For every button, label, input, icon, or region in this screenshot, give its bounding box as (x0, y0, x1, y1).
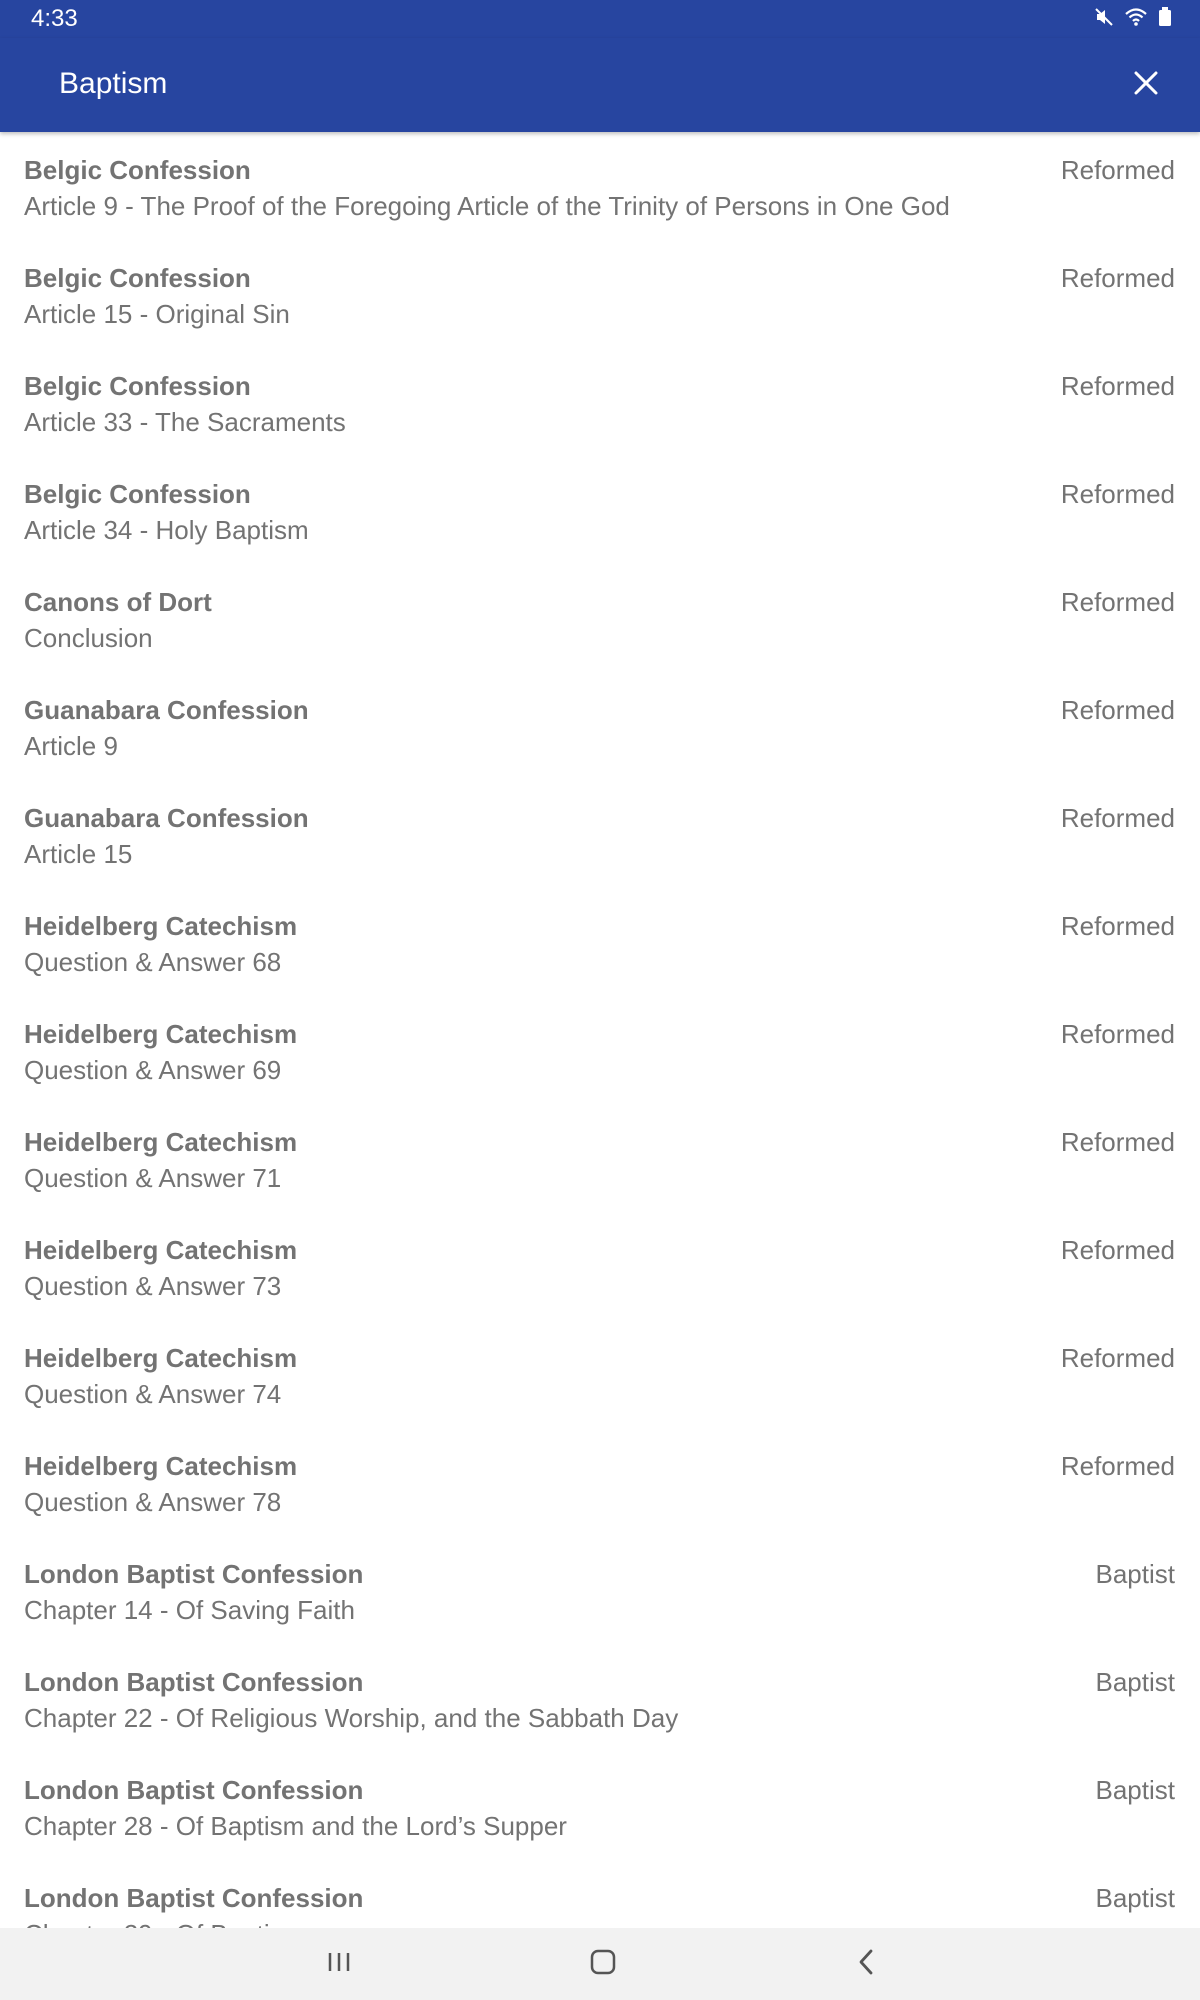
item-subtitle: Question & Answer 69 (24, 1055, 282, 1085)
item-title: Heidelberg Catechism (24, 1235, 298, 1265)
item-subtitle: Article 34 - Holy Baptism (24, 515, 309, 545)
item-tradition: Baptist (1095, 1883, 1175, 1913)
list-item[interactable] (0, 1212, 1200, 1320)
item-subtitle: Article 9 (24, 731, 118, 761)
item-title: London Baptist Confession (24, 1559, 364, 1589)
item-subtitle: Question & Answer 78 (24, 1487, 282, 1517)
item-subtitle: Article 9 - The Proof of the Foregoing Article of the Trinity of Persons in One God (24, 191, 950, 221)
recent-apps-icon (326, 1950, 352, 1979)
item-title: London Baptist Confession (24, 1667, 364, 1697)
item-subtitle: Article 33 - The Sacraments (24, 407, 346, 437)
list-item[interactable] (0, 456, 1200, 564)
item-tradition: Reformed (1060, 695, 1175, 725)
item-tradition: Reformed (1060, 371, 1175, 401)
item-title: Belgic Confession (24, 479, 251, 509)
item-title: Heidelberg Catechism (24, 1343, 298, 1373)
list-item[interactable] (0, 672, 1200, 780)
item-title: Guanabara Confession (24, 803, 309, 833)
page-title: Baptism (59, 67, 168, 100)
status-icons (1094, 7, 1172, 27)
item-subtitle: Question & Answer 74 (24, 1379, 282, 1409)
item-title: Canons of Dort (24, 587, 212, 617)
close-icon (1133, 70, 1159, 101)
item-subtitle: Chapter 14 - Of Saving Faith (24, 1595, 355, 1625)
item-title: London Baptist Confession (24, 1883, 364, 1913)
list-item[interactable] (0, 1320, 1200, 1428)
item-subtitle: Question & Answer 71 (24, 1163, 282, 1193)
list-item[interactable] (0, 564, 1200, 672)
item-title: Belgic Confession (24, 155, 251, 185)
item-tradition: Reformed (1060, 263, 1175, 293)
list-item[interactable] (0, 1536, 1200, 1644)
item-tradition: Reformed (1060, 1235, 1175, 1265)
mute-icon (1094, 7, 1114, 27)
navigation-bar (0, 1928, 1200, 2000)
item-tradition: Reformed (1060, 1127, 1175, 1157)
item-subtitle: Question & Answer 73 (24, 1271, 282, 1301)
item-tradition: Reformed (1060, 911, 1175, 941)
item-tradition: Reformed (1060, 1451, 1175, 1481)
item-subtitle: Article 15 (24, 839, 133, 869)
results-list[interactable] (0, 132, 1200, 1928)
item-title: Belgic Confession (24, 263, 251, 293)
battery-icon (1158, 7, 1172, 27)
item-subtitle: Article 15 - Original Sin (24, 299, 290, 329)
item-tradition: Reformed (1060, 803, 1175, 833)
item-tradition: Reformed (1060, 155, 1175, 185)
item-tradition: Baptist (1095, 1775, 1175, 1805)
item-title: Heidelberg Catechism (24, 1019, 298, 1049)
list-item[interactable] (0, 888, 1200, 996)
item-title: Heidelberg Catechism (24, 1451, 298, 1481)
item-subtitle: Chapter 28 - Of Baptism and the Lord’s Supper (24, 1811, 567, 1841)
list-item[interactable] (0, 1644, 1200, 1752)
list-item[interactable] (0, 240, 1200, 348)
item-tradition: Reformed (1060, 1019, 1175, 1049)
item-subtitle: Conclusion (24, 623, 153, 653)
list-item[interactable] (0, 996, 1200, 1104)
item-title: London Baptist Confession (24, 1775, 364, 1805)
item-title: Guanabara Confession (24, 695, 309, 725)
wifi-icon (1124, 7, 1148, 27)
list-item[interactable] (0, 1752, 1200, 1860)
recent-apps-button[interactable] (309, 1940, 369, 1988)
status-time: 4:33 (31, 5, 78, 32)
item-subtitle: Question & Answer 68 (24, 947, 282, 977)
item-subtitle: Chapter 22 - Of Religious Worship, and the Sabbath Day (24, 1703, 679, 1733)
item-title: Heidelberg Catechism (24, 1127, 298, 1157)
item-title: Heidelberg Catechism (24, 911, 298, 941)
list-item[interactable] (0, 132, 1200, 240)
item-tradition: Baptist (1095, 1667, 1175, 1697)
list-item[interactable] (0, 1428, 1200, 1536)
item-tradition: Reformed (1060, 479, 1175, 509)
list-item[interactable] (0, 780, 1200, 888)
close-button[interactable] (1118, 57, 1174, 113)
app-bar (0, 38, 1200, 132)
home-icon (589, 1948, 617, 1981)
home-button[interactable] (573, 1940, 633, 1988)
item-tradition: Reformed (1060, 1343, 1175, 1373)
item-tradition: Baptist (1095, 1559, 1175, 1589)
status-bar (0, 0, 1200, 38)
item-tradition: Reformed (1060, 587, 1175, 617)
back-button[interactable] (836, 1940, 896, 1988)
list-item[interactable] (0, 1104, 1200, 1212)
item-title: Belgic Confession (24, 371, 251, 401)
list-item[interactable] (0, 348, 1200, 456)
back-icon (856, 1948, 876, 1981)
